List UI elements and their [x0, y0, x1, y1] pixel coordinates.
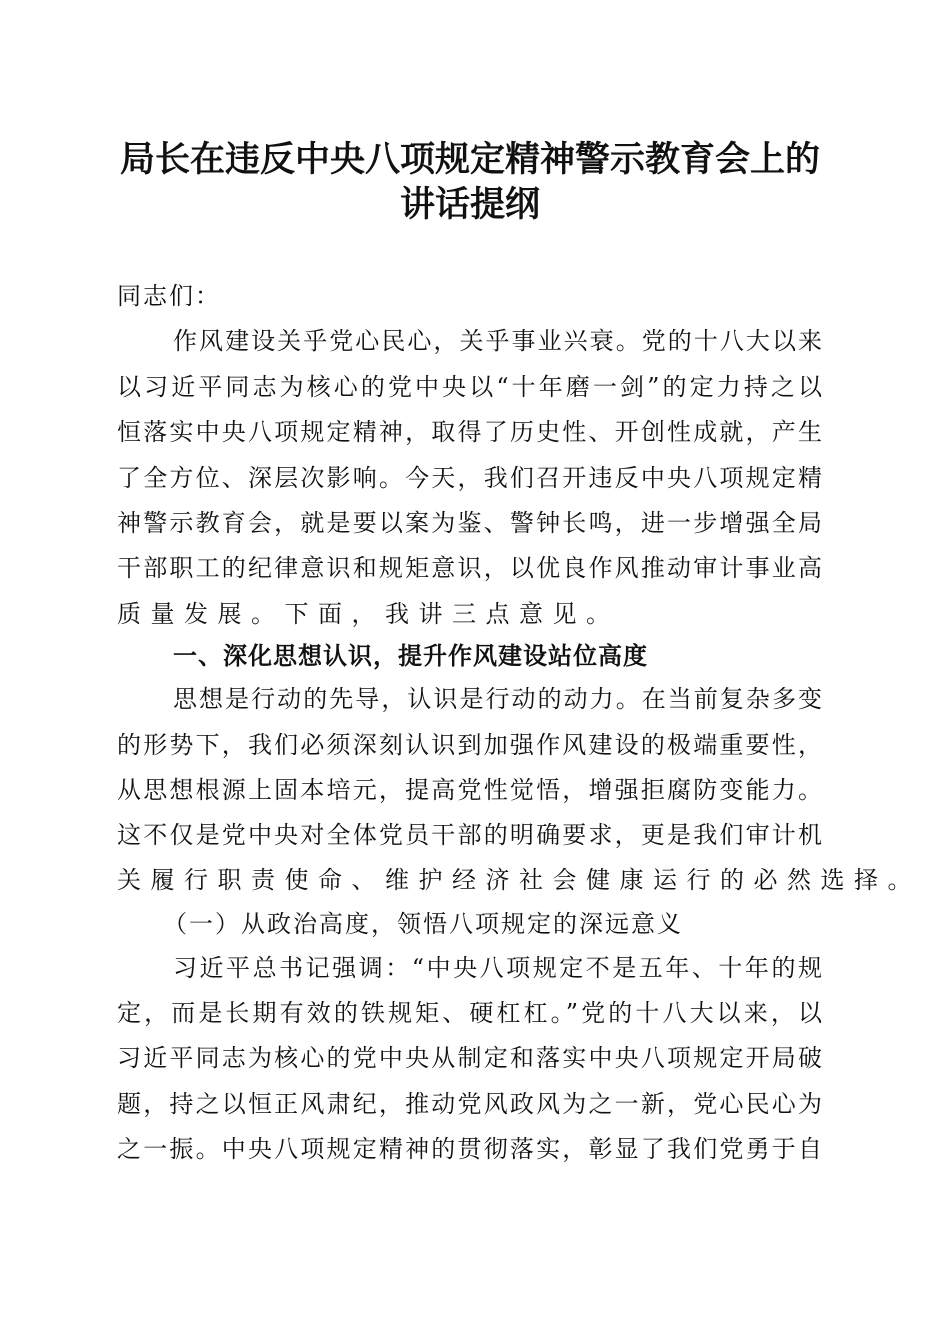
text-line: 以习近平同志为核心的党中央以“十年磨一剑”的定力持之以	[117, 373, 822, 401]
text-line: 的形势下，我们必须深刻认识到加强作风建设的极端重要性，	[117, 731, 822, 759]
section-heading-1: 一、深化思想认识，提升作风建设站位高度	[173, 642, 648, 670]
text-line: 之一振。中央八项规定精神的贯彻落实，彰显了我们党勇于自	[117, 1135, 822, 1163]
text-line: 习近平总书记强调：“中央八项规定不是五年、十年的规	[173, 954, 822, 982]
text-line: 从思想根源上固本培元，提高党性觉悟，增强拒腐防变能力。	[117, 776, 822, 804]
text-line: 质量发展。下面，我讲三点意见。	[117, 600, 620, 628]
text-line: 作风建设关乎党心民心，关乎事业兴衰。党的十八大以来	[173, 327, 822, 355]
salutation: 同志们：	[117, 282, 221, 310]
text-line: 干部职工的纪律意识和规矩意识，以优良作风推动审计事业高	[117, 554, 822, 582]
document-title-line-1: 局长在违反中央八项规定精神警示教育会上的	[119, 140, 820, 180]
text-line: 思想是行动的先导，认识是行动的动力。在当前复杂多变	[173, 685, 822, 713]
text-line: 题，持之以恒正风肃纪，推动党风政风为之一新，党心民心为	[117, 1090, 822, 1118]
text-line: 定，而是长期有效的铁规矩、硬杠杠。”党的十八大以来，以	[117, 999, 822, 1027]
text-line: 习近平同志为核心的党中央从制定和落实中央八项规定开局破	[117, 1044, 822, 1072]
text-line: 关履行职责使命、维护经济社会健康运行的必然选择。	[117, 866, 921, 894]
text-line: 了全方位、深层次影响。今天，我们召开违反中央八项规定精	[117, 464, 822, 492]
document-title-line-2: 讲话提纲	[399, 185, 540, 225]
text-line: 这不仅是党中央对全体党员干部的明确要求，更是我们审计机	[117, 821, 822, 849]
text-line: 恒落实中央八项规定精神，取得了历史性、开创性成就，产生	[117, 418, 822, 446]
subsection-heading-1: （一）从政治高度，领悟八项规定的深远意义	[163, 910, 683, 938]
text-line: 神警示教育会，就是要以案为鉴、警钟长鸣，进一步增强全局	[117, 509, 822, 537]
